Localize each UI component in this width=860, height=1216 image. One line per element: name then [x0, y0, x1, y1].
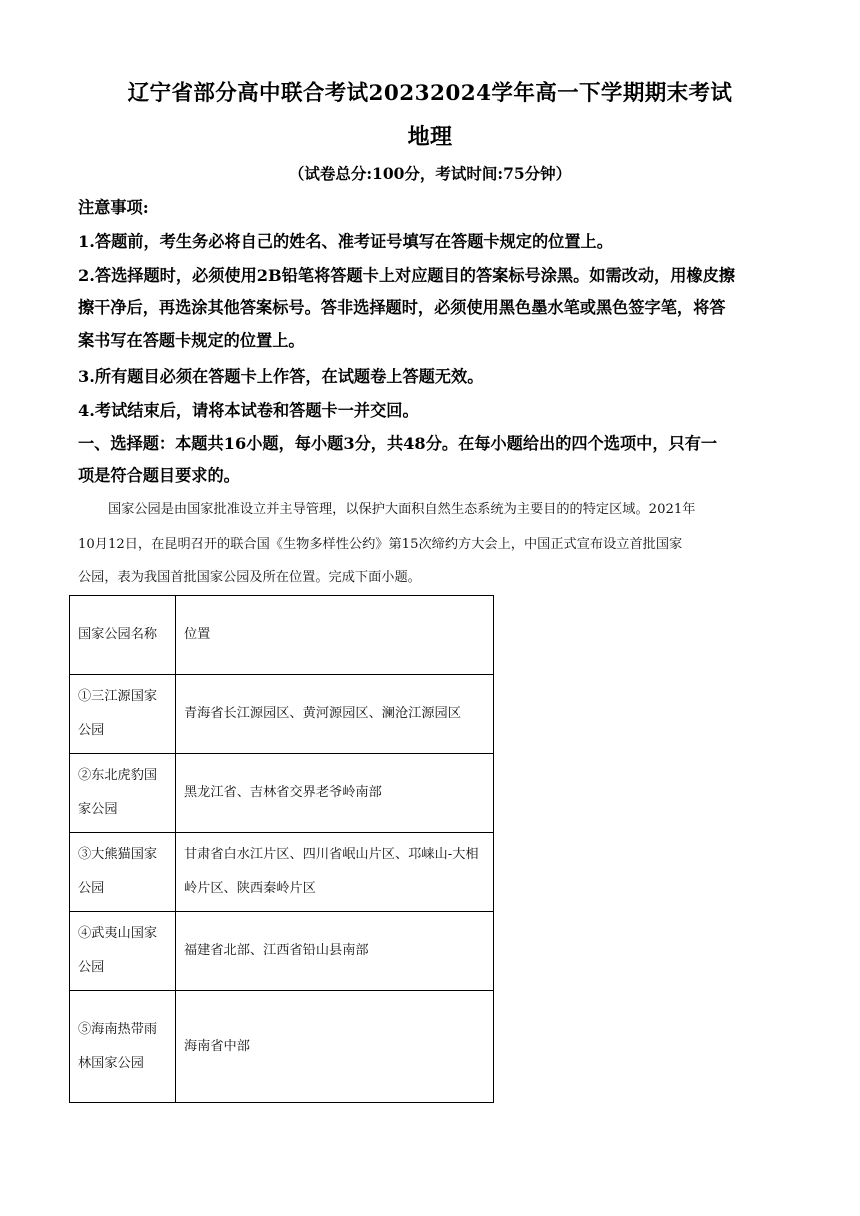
section-heading-cont: 项是符合题目要求的。: [78, 466, 240, 485]
park-location-cell: 甘肃省白水江片区、四川省岷山片区、邛崃山-大相岭片区、陕西秦岭片区: [176, 833, 494, 912]
notice-line: 案书写在答题卡规定的位置上。: [78, 331, 305, 350]
table-row: [70, 991, 494, 1103]
table-row: [70, 675, 494, 754]
park-name-cell: ④武夷山国家公园: [70, 912, 176, 991]
passage-line: 公园，表为我国首批国家公园及所在位置。完成下面小题。: [78, 570, 421, 585]
table-header-name: 国家公园名称: [70, 596, 176, 675]
park-location-cell: 海南省中部: [176, 991, 494, 1103]
park-name-cell: ⑤海南热带雨林国家公园: [70, 991, 176, 1103]
table-row: [70, 754, 494, 833]
table-row: [70, 833, 494, 912]
notice-line: 4.考试结束后，请将本试卷和答题卡一并交回。: [78, 401, 419, 420]
passage-line: 10月12日，在昆明召开的联合国《生物多样性公约》第15次缔约方大会上，中国正式宣布设立首批国家: [78, 537, 683, 552]
notice-line: 2.答选择题时，必须使用2B铅笔将答题卡上对应题目的答案标号涂黑。如需改动，用橡皮擦: [78, 266, 735, 285]
park-name-cell: ②东北虎豹国家公园: [70, 754, 176, 833]
park-name-cell: ①三江源国家公园: [70, 675, 176, 754]
park-location-cell: 黑龙江省、吉林省交界老爷岭南部: [176, 754, 494, 833]
notice-line: 3.所有题目必须在答题卡上作答，在试题卷上答题无效。: [78, 367, 484, 386]
table-row: [70, 912, 494, 991]
section-heading: 一、选择题：本题共16小题，每小题3分，共48分。在每小题给出的四个选项中，只有一: [78, 434, 718, 453]
table-header-location: 位置: [176, 596, 494, 675]
exam-info: （试卷总分:100分，考试时间:75分钟）: [288, 164, 572, 183]
exam-title: 辽宁省部分高中联合考试20232024学年高一下学期期末考试: [127, 81, 733, 106]
notice-heading: 注意事项:: [78, 198, 149, 217]
table-header-row: [70, 596, 494, 675]
national-park-table: [69, 595, 494, 1103]
subject-title: 地理: [407, 124, 453, 150]
passage-line: 国家公园是由国家批准设立并主导管理，以保护大面积自然生态系统为主要目的的特定区域。2021年: [108, 502, 696, 517]
park-location-cell: 福建省北部、江西省铅山县南部: [176, 912, 494, 991]
notice-line: 擦干净后，再选涂其他答案标号。答非选择题时，必须使用黑色墨水笔或黑色签字笔，将答: [78, 298, 726, 317]
notice-line: 1.答题前，考生务必将自己的姓名、准考证号填写在答题卡规定的位置上。: [78, 232, 613, 251]
park-name-cell: ③大熊猫国家公园: [70, 833, 176, 912]
park-location-cell: 青海省长江源园区、黄河源园区、澜沧江源园区: [176, 675, 494, 754]
